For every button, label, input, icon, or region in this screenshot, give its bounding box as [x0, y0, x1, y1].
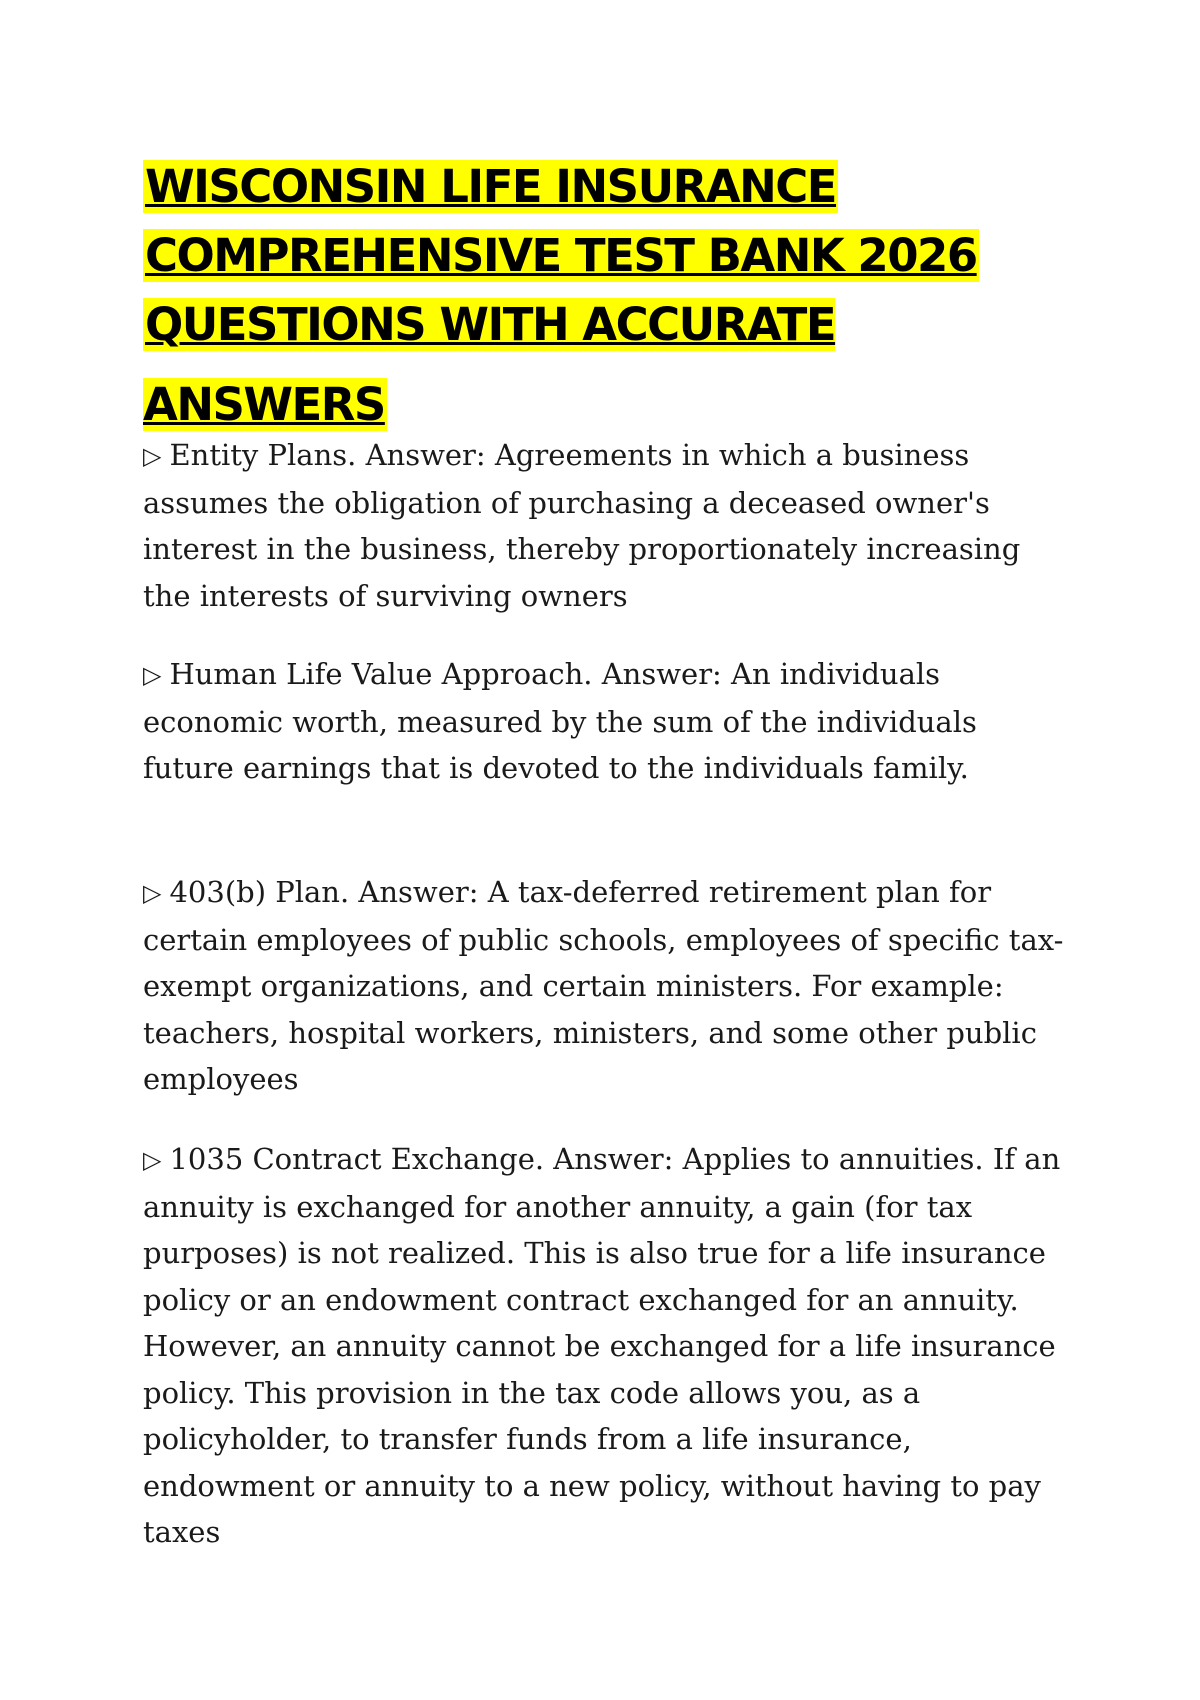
entry-text: Entity Plans. Answer: Agreements in which a business assumes the obligation of purchasing a deceased owner's interest in the business, thereby proportionately increasing the interests of surviving owners: [143, 438, 1021, 613]
question-entry: [143, 1136, 1073, 1556]
entry-text: Human Life Value Approach. Answer: An individuals economic worth, measured by the sum of the individuals future earnings that is devoted to the individuals family.: [143, 657, 977, 785]
triangle-right-icon: ▷: [143, 442, 162, 470]
entry-text: 403(b) Plan. Answer: A tax-deferred retirement plan for certain employees of public schools, employees of specific tax-exempt organizations, and certain ministers. For example: teachers, hospital workers, ministers, and some other public employees: [143, 875, 1064, 1096]
triangle-right-icon: ▷: [143, 661, 162, 689]
question-entry: [143, 432, 1073, 619]
title-line-text: QUESTIONS WITH ACCURATE ANSWERS: [143, 298, 836, 431]
title-line: [143, 290, 1093, 431]
triangle-right-icon: ▷: [143, 879, 162, 907]
title-line-text: COMPREHENSIVE TEST BANK 2026: [145, 229, 977, 282]
title-line: [143, 221, 1093, 290]
entry-text: 1035 Contract Exchange. Answer: Applies to annuities. If an annuity is exchanged for another annuity, a gain (for tax purposes) is not realized. This is also true for a life insurance policy or an endowment contract exchanged for an annuity. However, an annuity cannot be exchanged for a life insurance policy. This provision in the tax code allows you, as a policyholder, to transfer funds from a life insurance, endowment or annuity to a new policy, without having to pay taxes: [143, 1142, 1061, 1549]
question-entry: [143, 869, 1073, 1103]
title-line: [143, 152, 1093, 221]
triangle-right-icon: ▷: [143, 1146, 162, 1174]
title-line-text: WISCONSIN LIFE INSURANCE: [145, 160, 837, 213]
question-entry: [143, 651, 1073, 792]
document-title: [143, 152, 1093, 431]
